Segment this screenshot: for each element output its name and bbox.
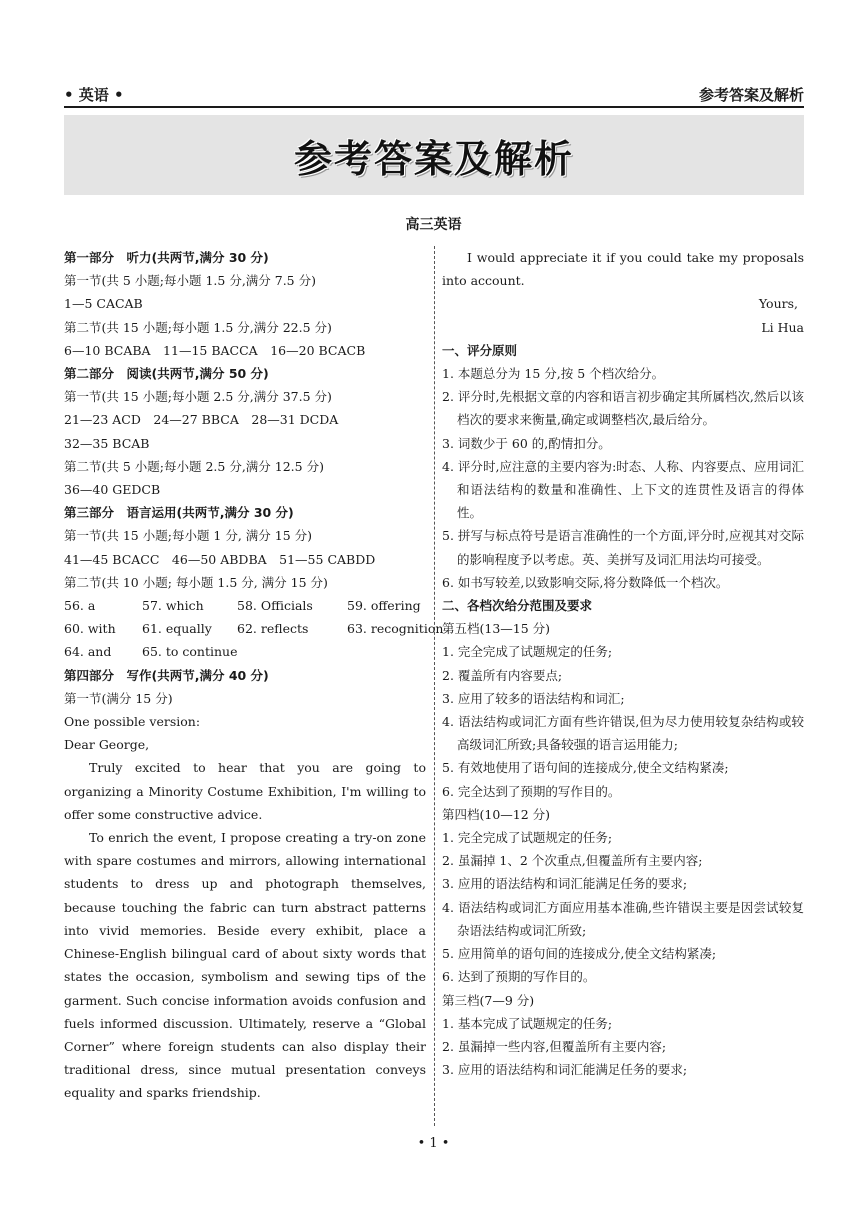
band-item: 3. 应用的语法结构和词汇能满足任务的要求; xyxy=(442,1062,688,1078)
band-item: 1. 基本完成了试题规定的任务; xyxy=(442,1015,613,1031)
cloze-answer-row xyxy=(64,640,426,663)
band-item: 2. 虽漏掉一些内容,但覆盖所有主要内容; xyxy=(442,1038,667,1054)
banner-title: 参考答案及解析 xyxy=(293,136,574,181)
rule-item: 6. 如书写较差,以致影响交际,将分数降低一个档次。 xyxy=(442,574,729,590)
band-item: 1. 完全完成了试题规定的任务; xyxy=(442,644,613,660)
section-heading: 第二节(共 15 小题;每小题 1.5 分,满分 22.5 分) xyxy=(64,319,332,335)
rule-item: 1. 本题总分为 15 分,按 5 个档次给分。 xyxy=(442,366,665,382)
page-number: • 1 • xyxy=(417,1136,450,1151)
rule-item: 3. 词数少于 60 的,酌情扣分。 xyxy=(442,435,611,451)
page-header xyxy=(64,82,804,108)
cloze-answer: 56. a xyxy=(64,598,96,614)
essay-greeting: Dear George, xyxy=(64,737,150,753)
section-heading: 第二节(共 5 小题;每小题 2.5 分,满分 12.5 分) xyxy=(64,458,324,474)
answer-line: 41—45 BCACC 46—50 ABDBA 51—55 CABDD xyxy=(64,551,376,567)
answer-line: 32—35 BCAB xyxy=(64,435,150,451)
essay-signature: Li Hua xyxy=(761,319,804,335)
section-heading: 第一节(满分 15 分) xyxy=(64,690,173,706)
answer-line: 21—23 ACD 24—27 BBCA 28—31 DCDA xyxy=(64,412,339,428)
right-column xyxy=(442,246,804,1081)
cloze-answer: 60. with xyxy=(64,621,116,637)
section-heading: 二、各档次给分范围及要求 xyxy=(442,598,593,614)
band-item: 4. 语法结构或词汇方面有些许错误,但为尽力使用较复杂结构或较高级词汇所致;具备较强的语言运用能力; xyxy=(442,714,804,753)
essay-paragraph: I would appreciate it if you could take my proposals into account. xyxy=(442,250,804,289)
title-banner xyxy=(64,115,804,195)
left-column xyxy=(64,246,444,1105)
part-heading: 第四部分 写作(共两节,满分 40 分) xyxy=(64,667,269,683)
essay-paragraph: To enrich the event, I propose creating a try-on zone with spare costumes and mirrors, allowing international students to dress up and photograph themselves, because touching the fabric can turn abstract patterns into vivid memories. Beside every exhibit, place a Chinese-English bilingual card of about sixty words that states the occasion, symbolism and sewing tips of the garment. Such concise information avoids confusion and fuels informed discussion. Ultimately, reserve a “Global Corner” where foreign students can also display their traditional dress, since mutual presentation conveys equality and sparks friendship. xyxy=(64,830,426,1101)
section-heading: 第一节(共 15 小题;每小题 2.5 分,满分 37.5 分) xyxy=(64,389,332,405)
cloze-answer-row xyxy=(64,594,426,617)
cloze-answer: 65. to continue xyxy=(142,644,238,660)
band-item: 2. 覆盖所有内容要点; xyxy=(442,667,563,683)
section-heading: 第一节(共 5 小题;每小题 1.5 分,满分 7.5 分) xyxy=(64,273,316,289)
band-item: 6. 达到了预期的写作目的。 xyxy=(442,969,596,985)
answer-line: 6—10 BCABA 11—15 BACCA 16—20 BCACB xyxy=(64,342,366,358)
cloze-answer: 58. Officials xyxy=(237,598,313,614)
essay-closing: Yours, xyxy=(758,296,798,312)
part-heading: 第三部分 语言运用(共两节,满分 30 分) xyxy=(64,505,294,521)
header-subject: • 英语 • xyxy=(64,86,124,104)
answer-line: 36—40 GEDCB xyxy=(64,482,161,498)
band-heading: 第三档(7—9 分) xyxy=(442,992,535,1008)
band-item: 3. 应用了较多的语法结构和词汇; xyxy=(442,690,625,706)
band-item: 5. 应用简单的语句间的连接成分,使全文结构紧凑; xyxy=(442,946,717,962)
cloze-answer-row xyxy=(64,617,444,640)
header-section: 参考答案及解析 xyxy=(698,86,804,104)
rule-item: 4. 评分时,应注意的主要内容为:时态、人称、内容要点、应用词汇和语法结构的数量和准确性、上下文的连贯性及语言的得体性。 xyxy=(442,458,804,521)
section-heading: 第一节(共 15 小题;每小题 1 分, 满分 15 分) xyxy=(64,528,313,544)
band-item: 1. 完全完成了试题规定的任务; xyxy=(442,830,613,846)
essay-label: One possible version: xyxy=(64,714,201,730)
band-item: 5. 有效地使用了语句间的连接成分,使全文结构紧凑; xyxy=(442,760,729,776)
cloze-answer: 63. recognition xyxy=(347,621,444,637)
column-divider xyxy=(434,246,435,1126)
part-heading: 第一部分 听力(共两节,满分 30 分) xyxy=(64,250,269,265)
part-heading: 第二部分 阅读(共两节,满分 50 分) xyxy=(64,366,269,382)
cloze-answer: 59. offering xyxy=(347,598,421,614)
cloze-answer: 57. which xyxy=(142,598,204,614)
band-heading: 第四档(10—12 分) xyxy=(442,806,551,822)
band-item: 6. 完全达到了预期的写作目的。 xyxy=(442,783,621,799)
essay-paragraph: Truly excited to hear that you are going to organizing a Minority Costume Exhibition, I'm willing to offer some constructive advice. xyxy=(64,760,426,822)
cloze-answer: 64. and xyxy=(64,644,112,660)
band-item: 4. 语法结构或词汇方面应用基本准确,些许错误主要是因尝试较复杂语法结构或词汇所致; xyxy=(442,899,804,938)
band-item: 2. 虽漏掉 1、2 个次重点,但覆盖所有主要内容; xyxy=(442,853,703,869)
section-heading: 一、评分原则 xyxy=(442,342,518,358)
answer-line: 1—5 CACAB xyxy=(64,296,143,312)
rule-item: 5. 拼写与标点符号是语言准确性的一个方面,评分时,应视其对交际的影响程度予以考虑。英、美拼写及词汇用法均可接受。 xyxy=(442,528,804,567)
cloze-answer: 61. equally xyxy=(142,621,212,637)
rule-item: 2. 评分时,先根据文章的内容和语言初步确定其所属档次,然后以该档次的要求来衡量,确定或调整档次,最后给分。 xyxy=(442,389,804,428)
band-heading: 第五档(13—15 分) xyxy=(442,621,551,637)
cloze-answer: 62. reflects xyxy=(237,621,309,637)
band-item: 3. 应用的语法结构和词汇能满足任务的要求; xyxy=(442,876,688,892)
page-subtitle: 高三英语 xyxy=(405,217,462,233)
section-heading: 第二节(共 10 小题; 每小题 1.5 分, 满分 15 分) xyxy=(64,574,328,590)
